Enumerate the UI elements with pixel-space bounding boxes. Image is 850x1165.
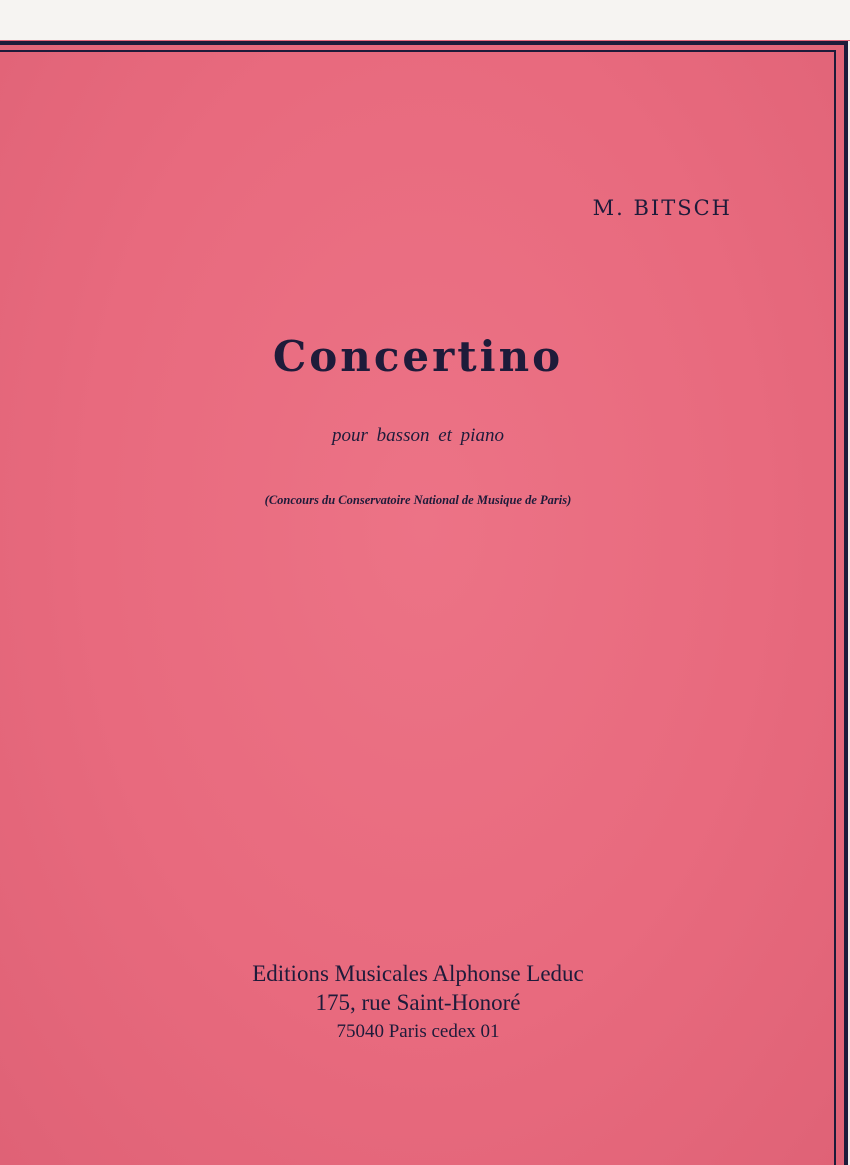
composer-name: M. BITSCH (592, 196, 732, 220)
instrumentation-subtitle: pour basson et piano (332, 425, 504, 446)
border-rule-top-outer (0, 41, 850, 45)
publisher-street: 175, rue Saint-Honoré (315, 990, 521, 1015)
publisher-block (0, 960, 836, 1046)
publisher-city: 75040 Paris cedex 01 (336, 1021, 500, 1042)
border-rule-top-inner (0, 50, 836, 52)
work-title: Concertino (272, 332, 564, 381)
publisher-name: Editions Musicales Alphonse Leduc (252, 961, 584, 986)
competition-note: (Concours du Conservatoire National de Musique de Paris) (264, 493, 572, 507)
page-margin-top (0, 0, 850, 40)
